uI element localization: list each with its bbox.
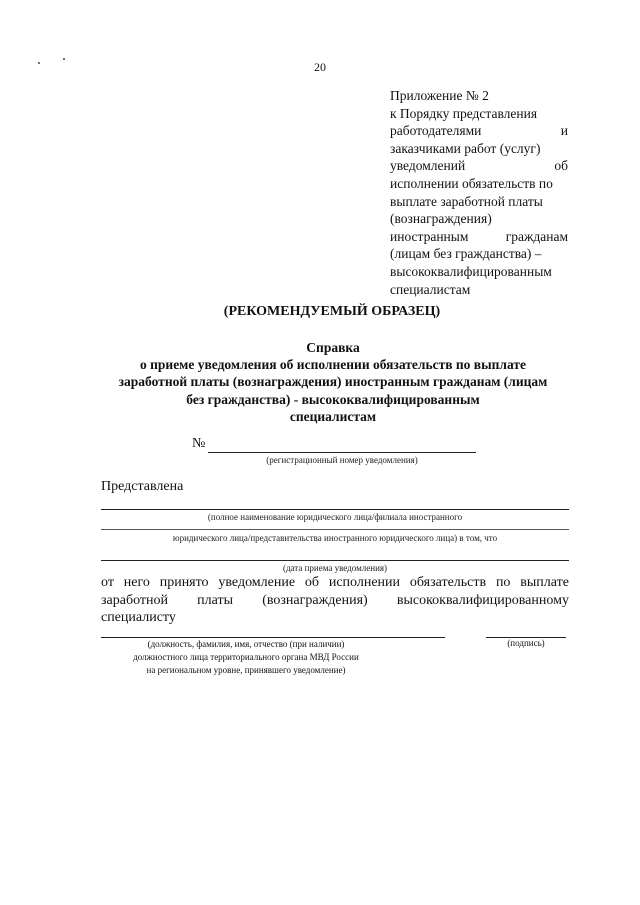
body-word: обязательств	[409, 575, 487, 590]
body-word: платы	[197, 592, 234, 608]
registration-number-caption: (регистрационный номер уведомления)	[266, 455, 418, 465]
official-caption-line: (должность, фамилия, имя, отчество (при наличии)	[147, 639, 345, 649]
recommended-sample-heading: (РЕКОМЕНДУЕМЫЙ ОБРАЗЕЦ)	[223, 304, 441, 319]
body-paragraph	[101, 574, 569, 627]
title-main: Справка	[306, 340, 360, 355]
body-word: по	[495, 575, 511, 590]
body-line	[101, 592, 569, 610]
submitted-label: Представлена	[101, 479, 184, 494]
appendix-word: гражданам	[505, 228, 568, 244]
appendix-block	[390, 87, 568, 298]
appendix-word: об	[554, 158, 568, 174]
entity-name-caption: (полное наименование юридического лица/филиала иностранного	[207, 512, 463, 522]
official-caption-line: на региональном уровне, принявшего уведомление)	[146, 665, 346, 675]
signature-caption: (подпись)	[507, 638, 545, 648]
appendix-word: работодателями	[390, 123, 482, 139]
body-word: высококвалифицированному	[396, 592, 569, 608]
body-word: заработной	[101, 592, 168, 608]
body-line: специалисту	[101, 610, 176, 625]
number-sign: №	[192, 436, 206, 451]
title-line: специалистам	[289, 408, 377, 424]
body-word: выплате	[520, 575, 569, 590]
title-line: о приеме уведомления об исполнении обязательств по выплате	[140, 357, 526, 373]
appendix-line: (лицам без гражданства) –	[390, 246, 542, 262]
entity-name-field[interactable]	[101, 509, 569, 510]
entity-name-caption-continued: юридического лица/представительства иностранного юридического лица) в том, что	[172, 533, 498, 543]
body-word: уведомление	[218, 575, 296, 590]
title-line: заработной платы (вознаграждения) иностранным гражданам (лицам	[118, 374, 548, 390]
page-number: 20	[314, 60, 326, 74]
body-word: от	[101, 575, 114, 590]
appendix-line	[390, 157, 568, 175]
body-line	[101, 574, 569, 592]
official-details-caption	[101, 638, 391, 677]
body-word: исполнении	[328, 575, 401, 590]
body-word: (вознаграждения)	[262, 592, 368, 608]
appendix-word: уведомлений	[390, 158, 466, 174]
acceptance-date-caption: (дата приема уведомления)	[282, 563, 388, 573]
body-word: об	[304, 575, 320, 590]
appendix-line: выплате заработной платы	[390, 193, 543, 209]
appendix-line: высококвалифицированным	[390, 263, 552, 279]
acceptance-date-field[interactable]	[101, 560, 569, 561]
entity-name-field-continued[interactable]	[101, 529, 569, 530]
appendix-line	[390, 122, 568, 140]
title-line: без гражданства) - высококвалифицированным	[186, 391, 480, 407]
appendix-line: Приложение № 2	[390, 88, 489, 103]
document-title	[96, 339, 570, 425]
body-word: принято	[159, 575, 209, 590]
appendix-line: исполнении обязательств по	[390, 175, 553, 191]
appendix-line: (вознаграждения)	[390, 211, 492, 227]
appendix-line: заказчиками работ (услуг)	[390, 140, 541, 156]
appendix-line	[390, 228, 568, 246]
body-word: него	[123, 575, 150, 590]
appendix-word: иностранным	[390, 228, 469, 244]
appendix-line: специалистам	[390, 281, 471, 297]
appendix-word: и	[560, 123, 568, 139]
official-caption-line: должностного лица территориального органа МВД России	[133, 652, 359, 662]
appendix-line: к Порядку представления	[390, 105, 538, 121]
registration-number-field[interactable]	[208, 452, 476, 453]
